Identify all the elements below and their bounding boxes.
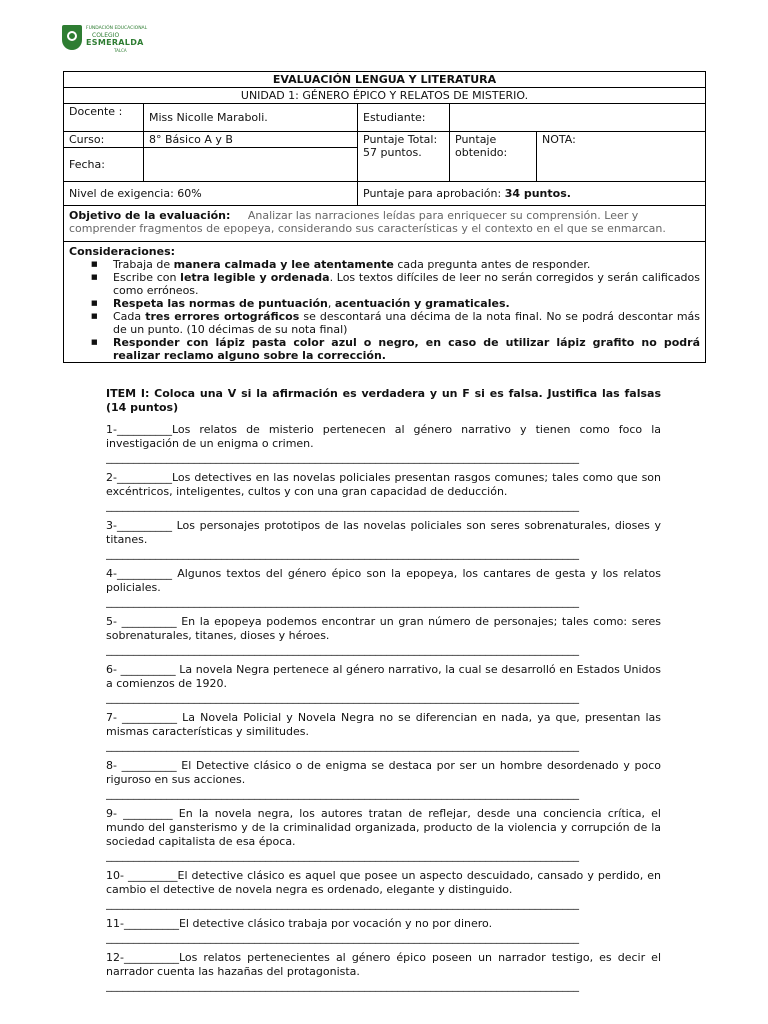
answer-line-4[interactable]: ______________________________________________________________________________________ [106, 595, 579, 608]
shield-icon [62, 25, 82, 50]
answer-line-5[interactable]: ______________________________________________________________________________________ [106, 643, 579, 656]
aprobacion-label: Puntaje para aprobación: [363, 187, 502, 200]
page-title: EVALUACIÓN LENGUA Y LITERATURA [64, 72, 706, 88]
fecha-label: Fecha: [64, 148, 144, 182]
fecha-field[interactable] [144, 148, 358, 182]
question-7: 7- __________ La Novela Policial y Novela Negra no se diferencian en nada, ya que, presentan las mismas características y similitudes. [106, 711, 661, 738]
answer-line-12[interactable]: ______________________________________________________________________________________ [106, 979, 579, 992]
list-item: ■ Escribe con letra legible y ordenada. Los textos difíciles de leer no serán corregidos y serán calificados como erróneos. [113, 271, 700, 297]
aprobacion [358, 182, 706, 206]
question-6: 6- __________ La novela Negra pertenece al género narrativo, la cual se desarrolló en Estados Unidos a comienzos de 1920. [106, 663, 661, 690]
question-5: 5- __________ En la epopeya podemos encontrar un gran número de personajes; tales como: seres sobrenaturales, titanes, dioses y héroes. [106, 615, 661, 642]
list-item: ■ Trabaja de manera calmada y lee atentamente cada pregunta antes de responder. [113, 258, 700, 271]
question-4: 4-__________ Algunos textos del género épico son la epopeya, los cantares de gesta y los relatos policiales. [106, 567, 661, 594]
question-10: 10- _________El detective clásico es aquel que posee un aspecto descuidado, cansado y perdido, en cambio el detective de novela negra es ordenado, elegante y distinguido. [106, 869, 661, 896]
question-9: 9- _________ En la novela negra, los autores tratan de reflejar, desde una conciencia crítica, el mundo del gansterismo y de la criminalidad organizada, producto de la violencia y corrupción de la sociedad capitalista de esa época. [106, 807, 661, 848]
answer-line-11[interactable]: ______________________________________________________________________________________ [106, 931, 579, 944]
consideraciones [64, 242, 706, 363]
question-2: 2-__________Los detectives en las novelas policiales presentan rasgos comunes; tales como que son excéntricos, inteligentes, cultos y con una gran capacidad de deducción. [106, 471, 661, 498]
question-8: 8- __________ El Detective clásico o de enigma se destaca por ser un hombre desordenado y poco riguroso en sus acciones. [106, 759, 661, 786]
exigencia: Nivel de exigencia: 60% [64, 182, 358, 206]
item1-section [106, 387, 661, 999]
aprobacion-value: 34 puntos. [504, 187, 571, 200]
logo-name: ESMERALDA [86, 38, 144, 47]
logo-colegio: COLEGIO [92, 32, 120, 39]
header-table [63, 71, 706, 363]
answer-line-2[interactable]: ______________________________________________________________________________________ [106, 499, 579, 512]
question-3: 3-__________ Los personajes prototipos de las novelas policiales son seres sobrenaturales, dioses y titanes. [106, 519, 661, 546]
nota-field[interactable]: NOTA: [537, 132, 706, 182]
curso-value: 8° Básico A y B [144, 132, 358, 148]
objetivo [64, 206, 706, 242]
puntaje-total: Puntaje Total: 57 puntos. [358, 132, 450, 182]
unit-title: UNIDAD 1: GÉNERO ÉPICO Y RELATOS DE MISTERIO. [64, 88, 706, 104]
question-11: 11-__________El detective clásico trabaja por vocación y no por dinero. [106, 917, 493, 930]
list-item: ■ Respeta las normas de puntuación, acentuación y gramaticales. [113, 297, 700, 310]
consideraciones-label: Consideraciones: [69, 245, 176, 258]
objetivo-text: Analizar las narraciones leídas para enriquecer su comprensión. Leer y comprender fragmentos de epopeya, considerando sus características y el contexto en el que se enmarcan. [69, 209, 666, 235]
school-logo [62, 25, 146, 53]
puntaje-obtenido: Puntaje obtenido: [450, 132, 537, 182]
estudiante-label: Estudiante: [358, 104, 450, 132]
objetivo-label: Objetivo de la evaluación: [69, 209, 231, 222]
question-12: 12-__________Los relatos pertenecientes al género épico poseen un narrador testigo, es decir el narrador cuenta las hazañas del protagonista. [106, 951, 661, 978]
curso-label: Curso: [64, 132, 144, 148]
answer-line-3[interactable]: ______________________________________________________________________________________ [106, 547, 579, 560]
item1-title: ITEM I: Coloca una V si la afirmación es verdadera y un F si es falsa. Justifica las falsas (14 puntos) [106, 387, 661, 414]
question-1: 1-__________Los relatos de misterio pertenecen al género narrativo y tienen como foco la investigación de un enigma o crimen. [106, 423, 661, 450]
logo-city: TALCA [114, 48, 127, 53]
docente-value: Miss Nicolle Maraboli. [144, 104, 358, 132]
list-item: ■ Cada tres errores ortográficos se descontará una décima de la nota final. No se podrá descontar más de un punto. (10 décimas de su nota final) [113, 310, 700, 336]
answer-line-9[interactable]: ______________________________________________________________________________________ [106, 849, 579, 862]
list-item: ■ Responder con lápiz pasta color azul o negro, en caso de utilizar lápiz grafito no podrá realizar reclamo alguno sobre la corrección. [113, 336, 700, 362]
answer-line-10[interactable]: ______________________________________________________________________________________ [106, 897, 579, 910]
estudiante-field[interactable] [450, 104, 706, 132]
logo-foundation: FUNDACIÓN EDUCACIONAL [86, 26, 148, 31]
answer-line-8[interactable]: ______________________________________________________________________________________ [106, 787, 579, 800]
consideraciones-list [69, 258, 700, 362]
docente-label: Docente : [64, 104, 144, 132]
answer-line-6[interactable]: ______________________________________________________________________________________ [106, 691, 579, 704]
answer-line-7[interactable]: ______________________________________________________________________________________ [106, 739, 579, 752]
answer-line-1[interactable]: ______________________________________________________________________________________ [106, 451, 579, 464]
